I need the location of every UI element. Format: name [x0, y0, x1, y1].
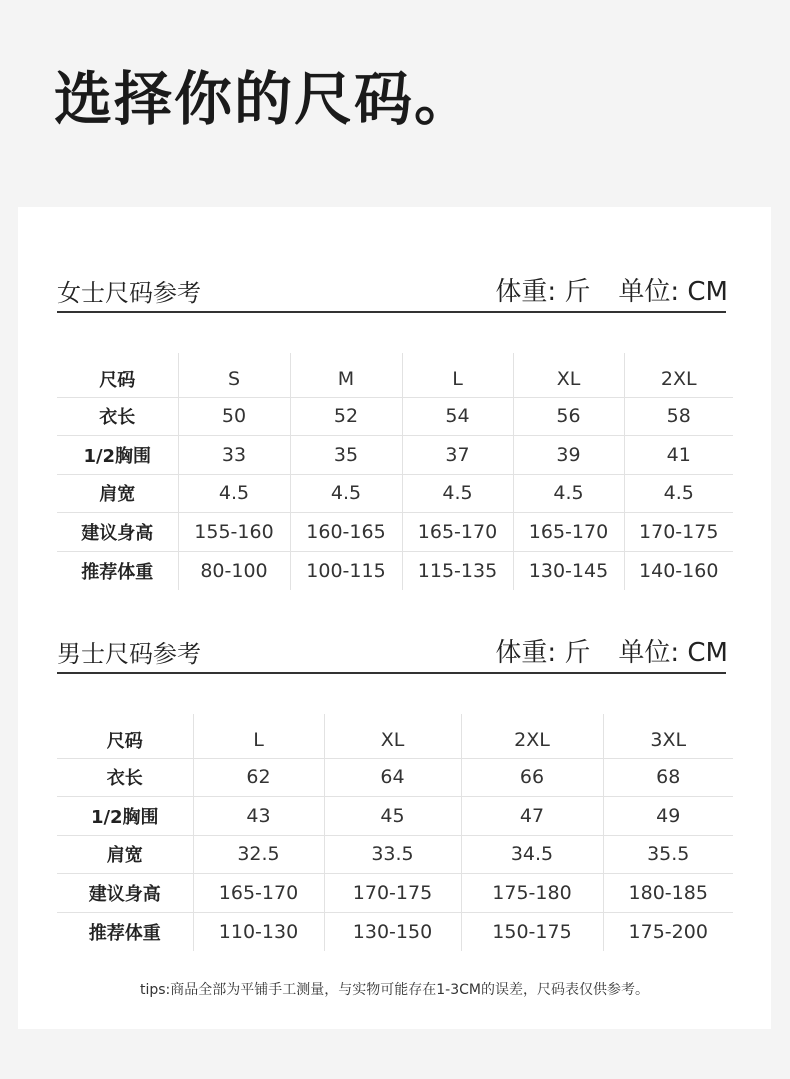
table-cell: 115-135 — [402, 551, 513, 590]
table-row — [57, 474, 733, 513]
table-cell: XL — [324, 714, 461, 758]
size-chart-card — [18, 207, 771, 1029]
table-cell: 50 — [178, 397, 290, 436]
table-cell: 180-185 — [603, 874, 733, 913]
table-row — [57, 436, 733, 475]
row-label: 建议身高 — [57, 874, 193, 913]
women-size-table — [57, 353, 733, 590]
table-cell: 62 — [193, 758, 324, 797]
table-row — [57, 912, 733, 951]
table-cell: 165-170 — [193, 874, 324, 913]
table-cell: 68 — [603, 758, 733, 797]
table-cell: 160-165 — [290, 513, 402, 552]
table-row — [57, 513, 733, 552]
table-cell: 4.5 — [513, 474, 624, 513]
table-cell: 52 — [290, 397, 402, 436]
table-cell: 170-175 — [624, 513, 733, 552]
table-cell: 165-170 — [402, 513, 513, 552]
table-row — [57, 758, 733, 797]
table-cell: 39 — [513, 436, 624, 475]
table-row — [57, 874, 733, 913]
table-row — [57, 835, 733, 874]
table-row — [57, 714, 733, 758]
table-cell: 47 — [461, 797, 603, 836]
row-label: 尺码 — [57, 714, 193, 758]
table-cell: 33.5 — [324, 835, 461, 874]
table-cell: 80-100 — [178, 551, 290, 590]
row-label: 尺码 — [57, 353, 178, 397]
table-cell: 2XL — [624, 353, 733, 397]
table-cell: XL — [513, 353, 624, 397]
row-label: 肩宽 — [57, 835, 193, 874]
row-label: 肩宽 — [57, 474, 178, 513]
women-size-unit: 单位: CM — [618, 277, 728, 307]
women-section-title: 女士尺码参考 — [57, 279, 201, 307]
table-cell: 35.5 — [603, 835, 733, 874]
table-cell: 175-200 — [603, 912, 733, 951]
table-cell: 2XL — [461, 714, 603, 758]
table-cell: 150-175 — [461, 912, 603, 951]
table-cell: 130-145 — [513, 551, 624, 590]
table-cell: S — [178, 353, 290, 397]
table-cell: 34.5 — [461, 835, 603, 874]
men-section-units — [495, 632, 728, 669]
table-cell: M — [290, 353, 402, 397]
table-cell: 37 — [402, 436, 513, 475]
table-cell: 33 — [178, 436, 290, 475]
men-section-header — [57, 624, 726, 674]
row-label: 1/2胸围 — [57, 797, 193, 836]
row-label: 衣长 — [57, 397, 178, 436]
row-label: 衣长 — [57, 758, 193, 797]
table-cell: 4.5 — [624, 474, 733, 513]
row-label: 推荐体重 — [81, 561, 154, 583]
table-cell: 64 — [324, 758, 461, 797]
table-cell: L — [402, 353, 513, 397]
table-cell: 140-160 — [624, 551, 733, 590]
row-label: 1/2胸围 — [57, 436, 178, 475]
table-cell: 110-130 — [193, 912, 324, 951]
table-cell: 100-115 — [290, 551, 402, 590]
table-row — [57, 797, 733, 836]
table-row — [57, 397, 733, 436]
table-cell: 66 — [461, 758, 603, 797]
table-cell: 155-160 — [178, 513, 290, 552]
table-cell: 3XL — [603, 714, 733, 758]
men-size-table — [57, 714, 733, 951]
tips-note: tips:商品全部为平铺手工测量，与实物可能存在1-3CM的误差，尺码表仅供参考。 — [140, 982, 649, 998]
men-section-title: 男士尺码参考 — [57, 640, 201, 668]
table-cell: 45 — [324, 797, 461, 836]
table-cell: 58 — [624, 397, 733, 436]
table-cell: 130-150 — [324, 912, 461, 951]
women-section-units — [495, 271, 728, 308]
table-cell: 165-170 — [513, 513, 624, 552]
table-cell: 4.5 — [178, 474, 290, 513]
table-cell: 170-175 — [324, 874, 461, 913]
table-cell: 56 — [513, 397, 624, 436]
men-size-unit: 单位: CM — [618, 638, 728, 668]
page-title: 选择你的尺码。 — [54, 65, 475, 133]
men-weight-unit: 体重: 斤 — [495, 638, 591, 668]
table-cell: 4.5 — [402, 474, 513, 513]
table-cell: 49 — [603, 797, 733, 836]
table-cell: 41 — [624, 436, 733, 475]
table-cell: 43 — [193, 797, 324, 836]
table-cell: 32.5 — [193, 835, 324, 874]
table-cell: L — [193, 714, 324, 758]
row-label: 推荐体重 — [88, 922, 161, 944]
table-cell: 4.5 — [290, 474, 402, 513]
row-label: 建议身高 — [57, 513, 178, 552]
table-row — [57, 353, 733, 397]
women-weight-unit: 体重: 斤 — [495, 277, 591, 307]
table-row — [57, 551, 733, 590]
table-cell: 35 — [290, 436, 402, 475]
women-section-header — [57, 263, 726, 313]
table-cell: 175-180 — [461, 874, 603, 913]
table-cell: 54 — [402, 397, 513, 436]
